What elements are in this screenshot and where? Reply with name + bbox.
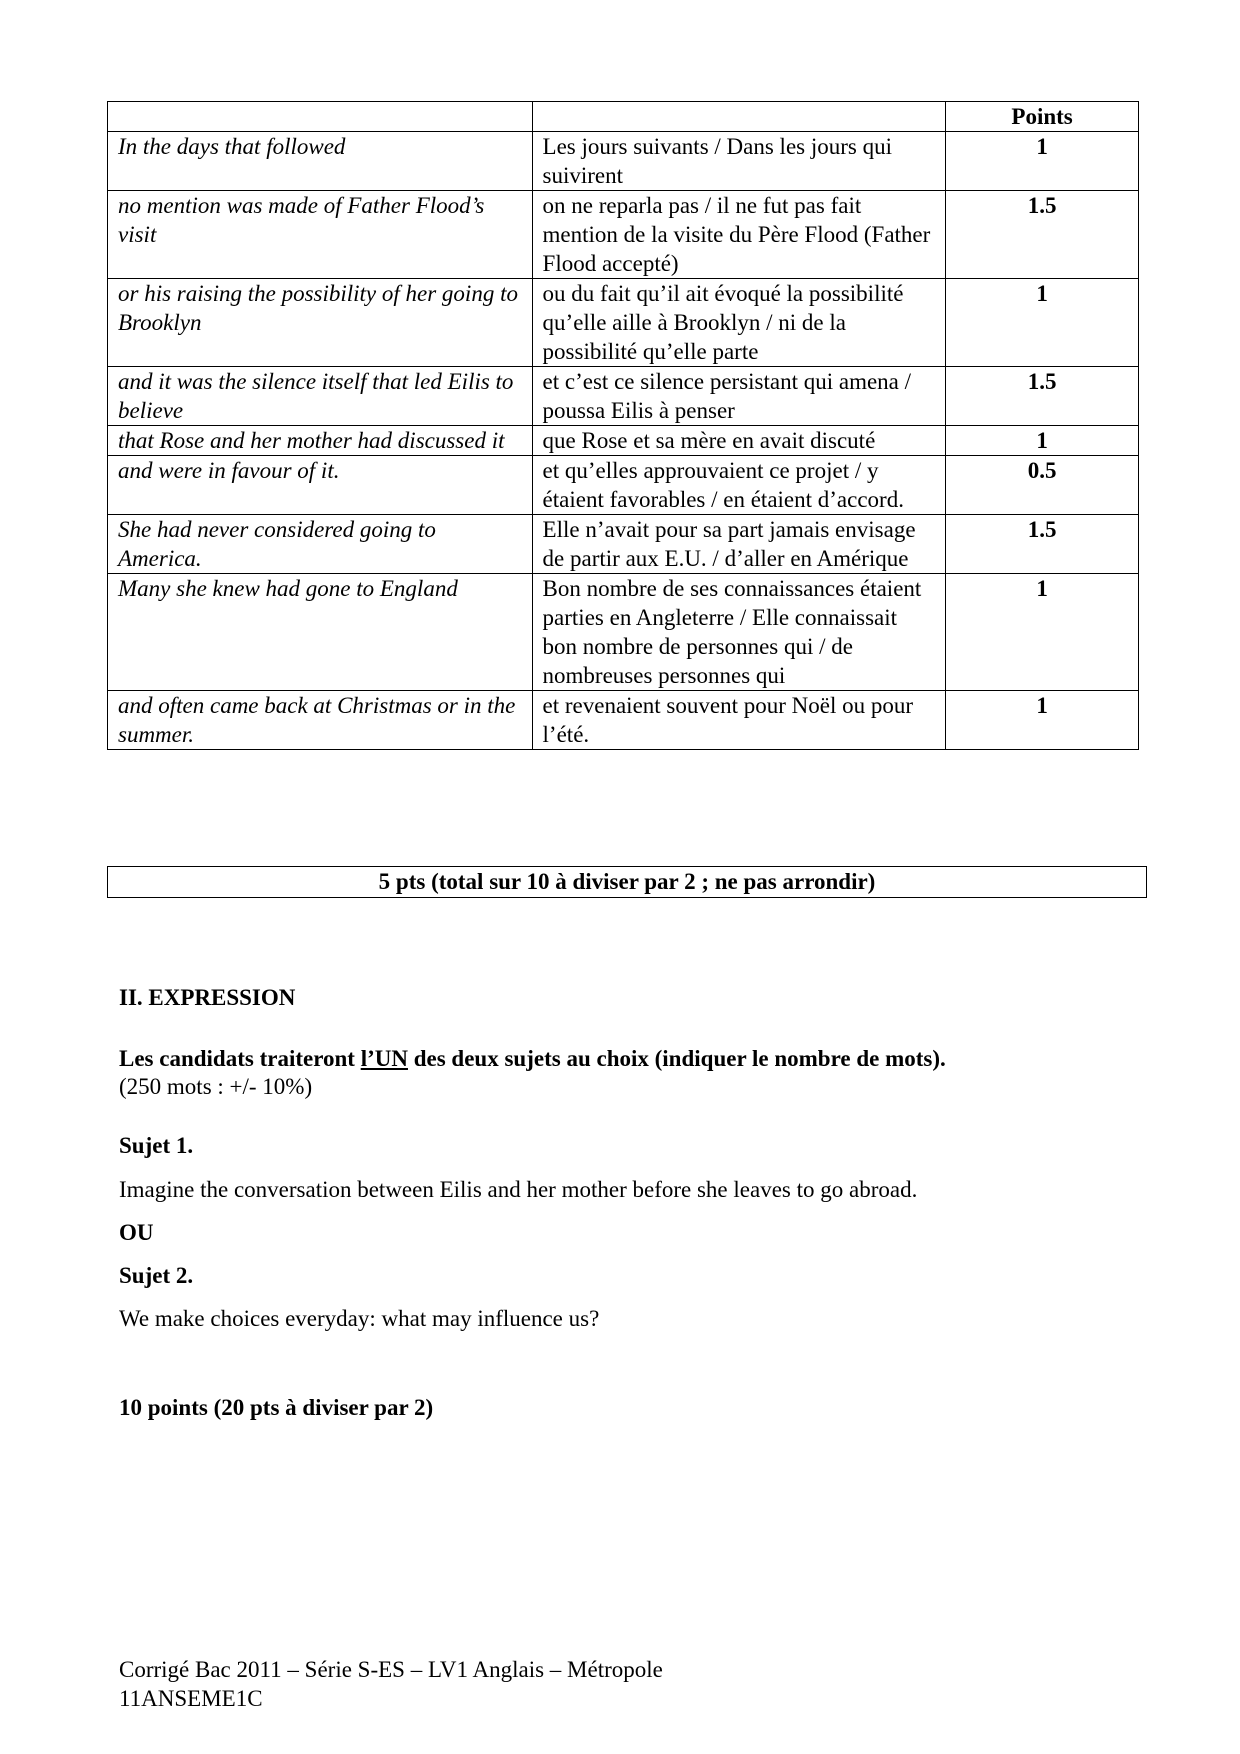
english-source-cell: or his raising the possibility of her going to Brooklyn: [108, 279, 533, 367]
table-row: [108, 426, 1139, 456]
table-row: [108, 279, 1139, 367]
french-translation-cell: et c’est ce silence persistant qui amena / poussa Eilis à penser: [532, 367, 946, 426]
french-translation-cell: et revenaient souvent pour Noël ou pour l’été.: [532, 691, 946, 750]
french-translation-cell: et qu’elles approuvaient ce projet / y étaient favorables / en étaient d’accord.: [532, 456, 946, 515]
points-cell: 1.5: [946, 515, 1139, 574]
english-source-cell: In the days that followed: [108, 132, 533, 191]
points-cell: 1: [946, 132, 1139, 191]
english-source-cell: that Rose and her mother had discussed it: [108, 426, 533, 456]
expression-heading: II. EXPRESSION: [119, 985, 296, 1010]
english-source-cell: and often came back at Christmas or in the summer.: [108, 691, 533, 750]
table-row: [108, 456, 1139, 515]
instruction-before: Les candidats traiteront: [119, 1046, 361, 1071]
english-source-cell: and were in favour of it.: [108, 456, 533, 515]
french-translation-cell: Bon nombre de ses connaissances étaient parties en Angleterre / Elle connaissait bon nombre de personnes qui / de nombreuses personnes qui: [532, 574, 946, 691]
subject2-label: Sujet 2.: [119, 1263, 194, 1288]
instruction-underlined: l’UN: [360, 1046, 408, 1071]
french-translation-cell: on ne reparla pas / il ne fut pas fait mention de la visite du Père Flood (Father Flood accepté): [532, 191, 946, 279]
points-cell: 1.5: [946, 367, 1139, 426]
english-source-cell: Many she knew had gone to England: [108, 574, 533, 691]
expression-points: 10 points (20 pts à diviser par 2): [119, 1395, 434, 1420]
translation-total-box: 5 pts (total sur 10 à diviser par 2 ; ne pas arrondir): [107, 866, 1147, 898]
french-translation-cell: Elle n’avait pour sa part jamais envisage de partir aux E.U. / d’aller en Amérique: [532, 515, 946, 574]
english-source-cell: She had never considered going to America.: [108, 515, 533, 574]
footer-line1: Corrigé Bac 2011 – Série S-ES – LV1 Anglais – Métropole: [119, 1657, 663, 1682]
table-row: [108, 691, 1139, 750]
points-cell: 1: [946, 691, 1139, 750]
subject1-label: Sujet 1.: [119, 1133, 194, 1158]
points-cell: 1: [946, 574, 1139, 691]
header-cell-english: [108, 102, 533, 132]
or-label: OU: [119, 1220, 154, 1245]
table-row: [108, 515, 1139, 574]
english-source-cell: and it was the silence itself that led Eilis to believe: [108, 367, 533, 426]
table-row: [108, 191, 1139, 279]
points-cell: 0.5: [946, 456, 1139, 515]
header-cell-points: Points: [946, 102, 1139, 132]
table-header-row: [108, 102, 1139, 132]
french-translation-cell: que Rose et sa mère en avait discuté: [532, 426, 946, 456]
instruction-after: des deux sujets au choix (indiquer le nombre de mots).: [407, 1046, 946, 1071]
points-cell: 1: [946, 426, 1139, 456]
table-row: [108, 132, 1139, 191]
subject1-text: Imagine the conversation between Eilis and her mother before she leaves to go abroad.: [119, 1177, 918, 1202]
header-cell-french: [532, 102, 946, 132]
table-row: [108, 574, 1139, 691]
table-row: [108, 367, 1139, 426]
translation-grading-table: [107, 101, 1139, 750]
french-translation-cell: ou du fait qu’il ait évoqué la possibilité qu’elle aille à Brooklyn / ni de la possibilité qu’elle parte: [532, 279, 946, 367]
subject2-text: We make choices everyday: what may influence us?: [119, 1306, 600, 1331]
english-source-cell: no mention was made of Father Flood’s visit: [108, 191, 533, 279]
french-translation-cell: Les jours suivants / Dans les jours qui suivirent: [532, 132, 946, 191]
points-cell: 1: [946, 279, 1139, 367]
footer-line2: 11ANSEME1C: [119, 1686, 263, 1711]
word-count-note: (250 mots : +/- 10%): [119, 1074, 313, 1099]
expression-instruction: [119, 1044, 946, 1073]
points-cell: 1.5: [946, 191, 1139, 279]
